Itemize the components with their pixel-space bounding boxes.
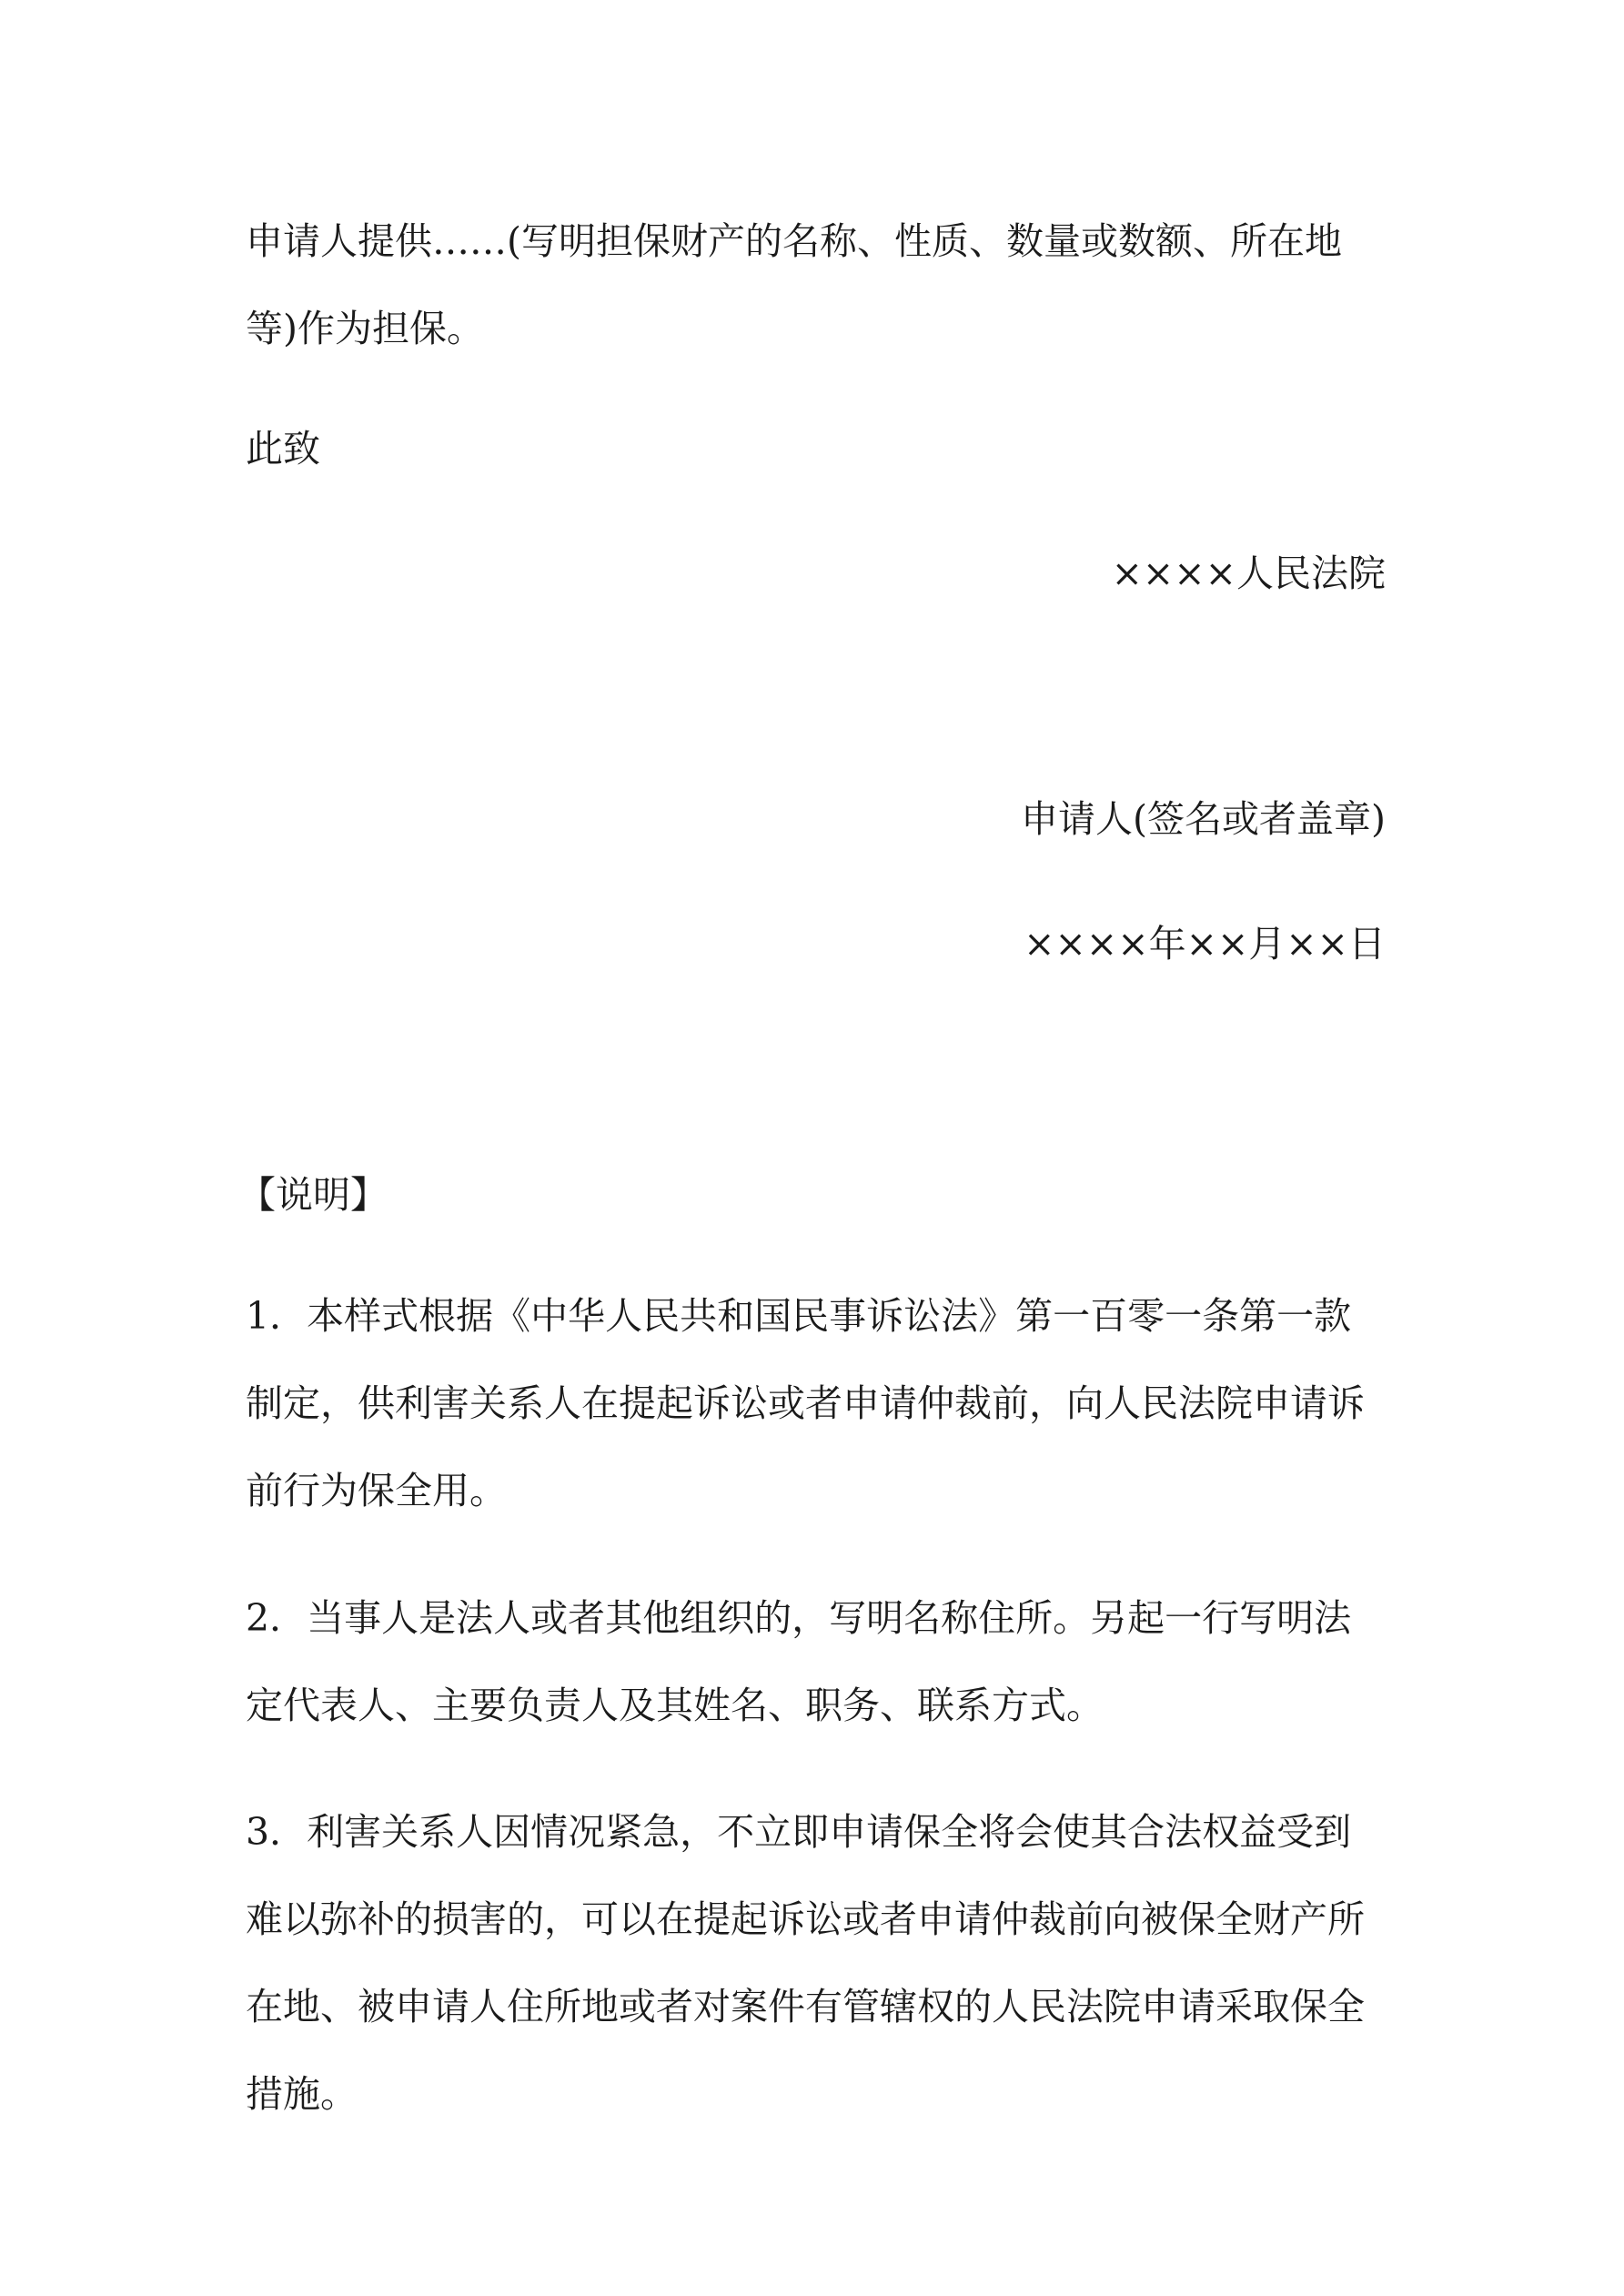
application-date: ××××年××月××日 (1024, 922, 1386, 966)
note-item-3: 3．利害关系人因情况紧急，不立即申请保全将会使其合法权益受到难以弥补的损害的，可以在提起诉讼或者申请仲裁前向被保全财产所在地、被申请人住所地或者对案件有管辖权的人民法院申请采取保全措施。 (246, 1810, 1365, 2116)
applicant-signature: 申请人(签名或者盖章) (1021, 797, 1386, 841)
note-item-2: 2．当事人是法人或者其他组织的，写明名称住所。另起一行写明法定代表人、主要负责人及其姓名、职务、联系方式。 (246, 1596, 1352, 1727)
note-item-1: 1．本样式根据《中华人民共和国民事诉讼法》第一百零一条第一款制定，供利害关系人在提起诉讼或者申请仲裁前，向人民法院申请诉前行为保全用。 (246, 1294, 1365, 1512)
salutation: 此致 (246, 427, 320, 470)
guarantee-paragraph: 申请人提供……(写明担保财产的名称、性质、数量或数额、所在地等)作为担保。 (246, 219, 1342, 350)
notes-title: 【说明】 (238, 1173, 388, 1217)
court-name: ××××人民法院 (1111, 551, 1386, 595)
